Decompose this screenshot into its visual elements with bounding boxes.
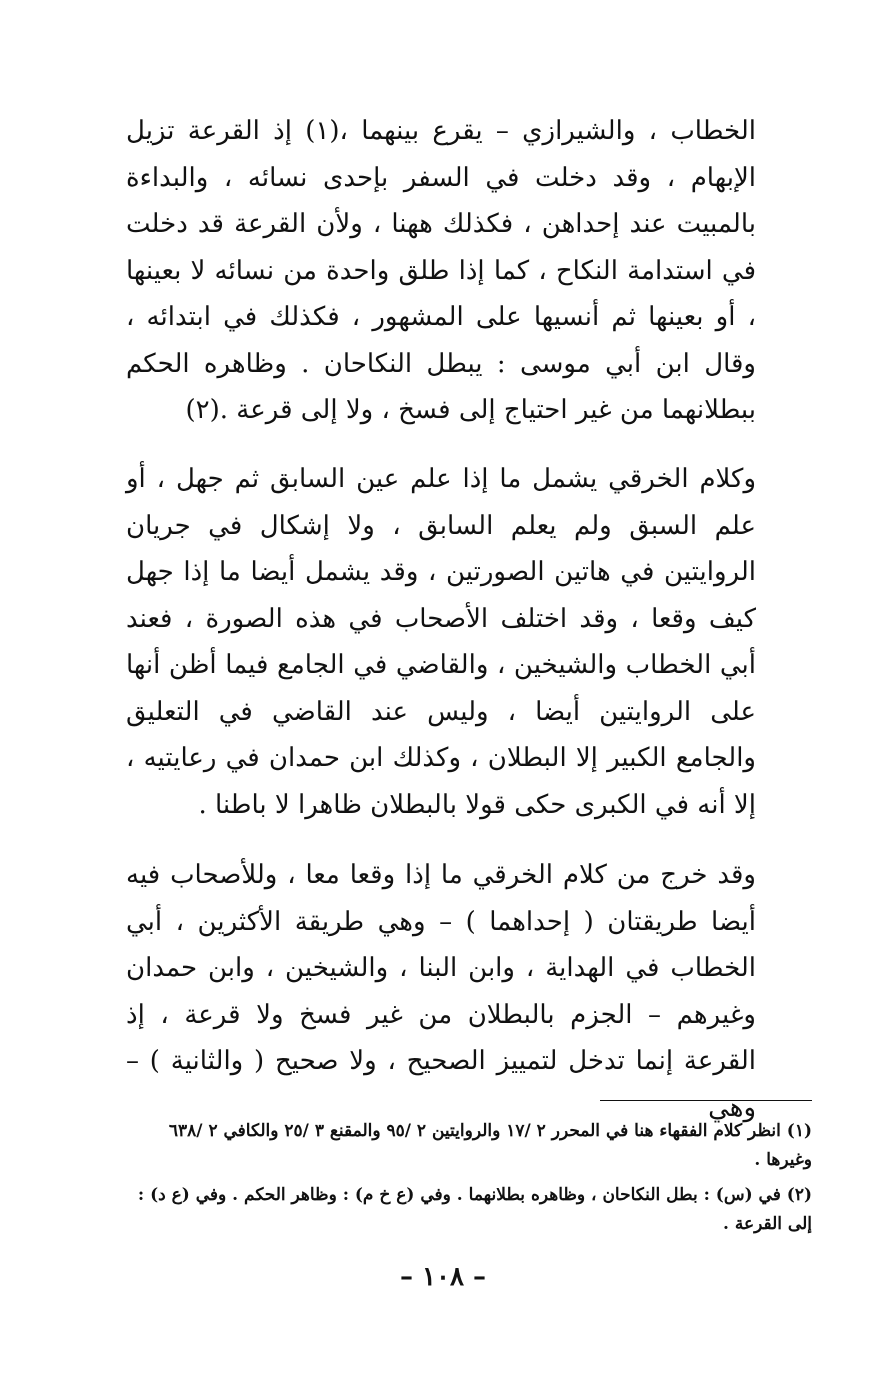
body-paragraph-1: الخطاب ، والشيرازي – يقرع بينهما ،(١) إذ القرعة تزيل الإبهام ، وقد دخلت في السفر بإحدى نسائه ، والبداءة بالمبيت عند إحداهن ، فكذلك ههنا ، ولأن القرعة قد دخلت في استدامة النكاح ، كما إذا طلق واحدة من نسائه لا بعينها ، أو بعينها ثم أنسيها على المشهور ، فكذلك في ابتدائه ، وقال ابن أبي موسى : يبطل النكاحان . وظاهره الحكم ببطلانهما من غير احتياج إلى فسخ ، ولا إلى قرعة .(٢) [126,116,756,425]
footnote-2: (٢) في (س) : بطل النكاحان ، وظاهره بطلانهما . وفي (ع خ م) : وظاهر الحكم . وفي (ع د) : إلى القرعة . [137,1185,812,1234]
body-paragraph-3: وقد خرج من كلام الخرقي ما إذا وقعا معا ، وللأصحاب فيه أيضا طريقتان ( إحداهما ) – وهي طريقة الأكثرين ، أبي الخطاب في الهداية ، وابن البنا ، والشيخين ، وابن حمدان وغيرهم – الجزم بالبطلان من غير فسخ ولا قرعة ، إذ القرعة إنما تدخل لتمييز الصحيح ، ولا صحيح ( والثانية ) – وهي [126,860,756,1123]
page-number: – ١٠٨ – [399,1262,487,1292]
body-paragraph-2: وكلام الخرقي يشمل ما إذا علم عين السابق ثم جهل ، أو علم السبق ولم يعلم السابق ، ولا إشكال في جريان الروايتين في هاتين الصورتين ، وقد يشمل أيضا ما إذا جهل كيف وقعا ، وقد اختلف الأصحاب في هذه الصورة ، فعند أبي الخطاب والشيخين ، والقاضي في الجامع فيما أظن أنها على الروايتين أيضا ، وليس عند القاضي في التعليق والجامع الكبير إلا البطلان ، وكذلك ابن حمدان في رعايتيه ، إلا أنه في الكبرى حكى قولا بالبطلان ظاهرا لا باطنا . [126,464,756,820]
footnote-separator [600,1100,812,1101]
footnote-1: (١) انظر كلام الفقهاء هنا في المحرر ٢ /١٧ والروايتين ٢ /٩٥ والمقنع ٣ /٢٥ والكافي ٢ /٦٣٨ وغيرها . [168,1121,812,1170]
